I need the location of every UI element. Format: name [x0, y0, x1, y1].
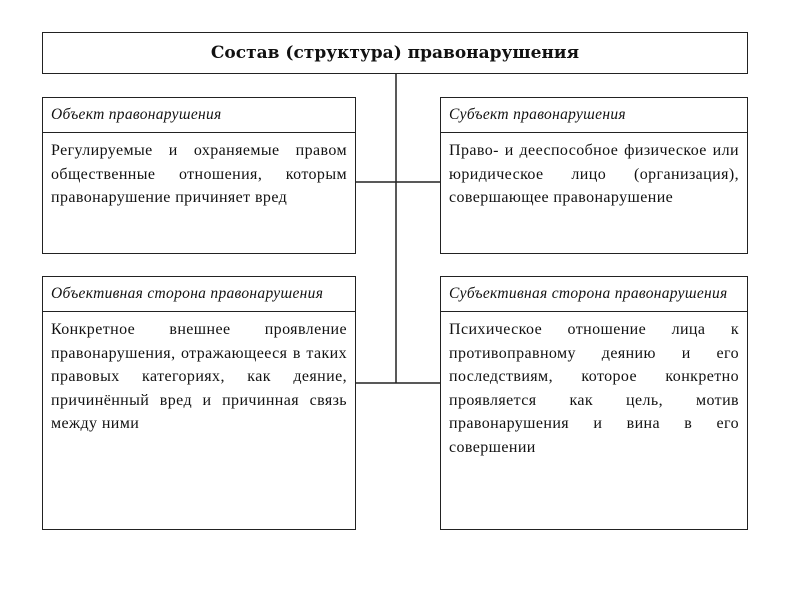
block-objective-side-text: Конкретное внешнее проявление правонарушения, отражающееся в таких правовых категориях, как деяние, причинённый вред и причинная связь между ними: [51, 321, 347, 432]
diagram-title: Состав (структура) правонарушения: [42, 32, 748, 74]
block-objective-side: [42, 276, 356, 530]
block-object: [42, 97, 356, 254]
block-objective-side-heading: Объективная сторона правонарушения: [43, 277, 355, 312]
block-subject: [440, 97, 748, 254]
block-subjective-side-text: Психическое отношение лица к противоправному деянию и его последствиям, которое конкретно проявляется как цель, мотив правонарушения и вина в его совершении: [449, 321, 739, 456]
block-object-heading: Объект правонарушения: [43, 98, 355, 133]
block-subject-heading: Субъект правонарушения: [441, 98, 747, 133]
block-subject-text: Право- и дееспособное физическое или юридическое лицо (организация), совершающее правонарушение: [449, 142, 739, 206]
block-subjective-side: [440, 276, 748, 530]
block-subjective-side-heading: Субъективная сторона правонарушения: [441, 277, 747, 312]
block-object-text: Регулируемые и охраняемые правом общественные отношения, которым правонарушение причиняет вред: [51, 142, 347, 206]
